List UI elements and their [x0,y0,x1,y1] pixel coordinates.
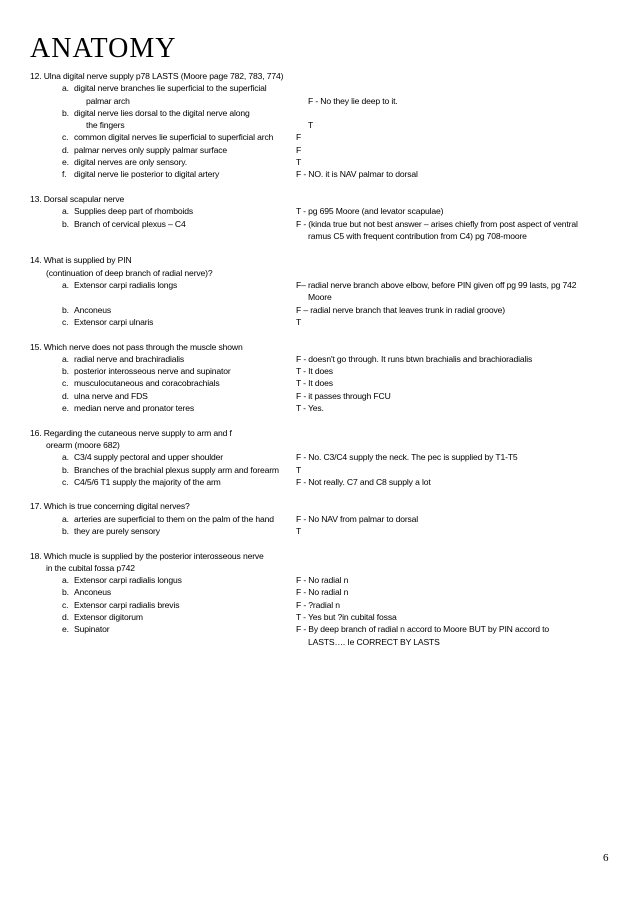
option-letter: a. [62,575,69,586]
option-row [30,525,615,537]
option-row [30,451,615,463]
option-row [30,144,615,156]
option-letter: a. [62,353,69,364]
option-text: digital nerve branches lie superficial to the superficial [74,83,267,94]
option-letter [62,291,74,303]
document-body [30,70,615,660]
option-row [30,279,615,291]
option-text: Branch of cervical plexus – C4 [74,218,186,229]
option-row [30,636,615,648]
option-answer: T - It does [296,366,333,377]
option-letter: b. [62,218,69,229]
option-answer: F - No NAV from palmar to dorsal [296,513,419,524]
question-stem: 14. What is supplied by PIN [30,255,132,266]
question-stem: 18. Which mucle is supplied by the posterior interosseous nerve [30,550,264,561]
option-letter: b. [62,525,69,536]
option-row [30,230,615,242]
option-text: arteries are superficial to them on the palm of the hand [74,513,274,524]
option-row [30,353,615,365]
option-answer: T [296,316,302,327]
option-text: digital nerve lies dorsal to the digital nerve along [74,107,250,118]
option-answer: Moore [308,292,332,303]
option-text: Supinator [74,624,110,635]
option-answer: T [296,464,302,475]
option-answer: F - By deep branch of radial n accord to Moore BUT by PIN accord to [296,624,549,635]
option-text: Extensor carpi radialis longs [74,280,178,291]
option-row [30,168,615,180]
option-text: ulna nerve and FDS [74,390,148,401]
option-answer: ramus C5 with frequent contribution from C4) pg 708-moore [308,230,527,241]
page-title: ANATOMY [30,33,177,64]
question-stem: 13. Dorsal scapular nerve [30,193,125,204]
option-letter: f. [62,169,67,180]
option-answer: F [296,132,302,143]
option-row [30,205,615,217]
option-row [30,365,615,377]
option-letter: c. [62,378,69,389]
question-block [30,193,615,242]
option-text: common digital nerves lie superficial to superficial arch [74,132,274,143]
option-letter [62,230,74,242]
option-row [30,82,615,94]
option-letter: a. [62,452,69,463]
option-answer: F– radial nerve branch above elbow, before PIN given off pg 99 lasts, pg 742 [296,280,577,291]
option-letter: d. [62,144,69,155]
option-row [30,377,615,389]
option-letter: a. [62,513,69,524]
option-letter: a. [62,83,69,94]
option-answer: F - it passes through FCU [296,390,391,401]
option-letter: c. [62,476,69,487]
option-answer: T [296,525,302,536]
option-text: Extensor digitorum [74,612,143,623]
option-row [30,107,615,119]
option-text: C4/5/6 T1 supply the majority of the arm [74,476,221,487]
option-answer: F - No they lie deep to it. [308,95,398,106]
option-row [30,156,615,168]
option-row [30,131,615,143]
option-answer: F - doesn't go through. It runs btwn brachialis and brachioradialis [296,353,533,364]
option-text: Extensor carpi ulnaris [74,316,154,327]
page-number: 6 [603,852,609,864]
option-answer: T - It does [296,378,333,389]
option-answer: F – radial nerve branch that leaves trunk in radial groove) [296,304,505,315]
option-answer: F - No radial n [296,575,349,586]
option-text [74,636,308,648]
option-text: posterior interosseous nerve and supinator [74,366,231,377]
option-letter: b. [62,464,69,475]
question-block [30,427,615,488]
question-block [30,70,615,181]
option-letter: c. [62,599,69,610]
option-letter: e. [62,403,69,414]
question-block [30,254,615,328]
question-stem: 17. Which is true concerning digital nerves? [30,501,190,512]
question-stem: orearm (moore 682) [46,439,120,450]
option-row [30,95,615,107]
option-text: Branches of the brachial plexus supply arm and forearm [74,464,279,475]
option-row [30,304,615,316]
option-answer: F - No. C3/C4 supply the neck. The pec is supplied by T1-T5 [296,452,518,463]
option-text: radial nerve and brachiradialis [74,353,184,364]
option-letter: c. [62,132,69,143]
option-answer: T - Yes but ?in cubital fossa [296,612,397,623]
option-row [30,586,615,598]
option-row [30,402,615,414]
option-answer: T [308,120,314,131]
option-letter [62,95,74,107]
option-answer [296,82,610,94]
option-answer: F - ?radial n [296,599,340,610]
option-text [74,291,308,303]
option-letter [62,119,74,131]
option-letter: b. [62,587,69,598]
option-text: Supplies deep part of rhomboids [74,206,194,217]
option-row [30,291,615,303]
option-text: Anconeus [74,587,112,598]
option-answer: F - NO. it is NAV palmar to dorsal [296,169,418,180]
option-row [30,390,615,402]
option-letter: e. [62,157,69,168]
option-text: palmar nerves only supply palmar surface [74,144,228,155]
question-stem: 16. Regarding the cutaneous nerve supply to arm and f [30,427,232,438]
option-text: median nerve and pronator teres [74,403,195,414]
option-letter: b. [62,304,69,315]
option-text: C3/4 supply pectoral and upper shoulder [74,452,223,463]
option-row [30,464,615,476]
option-row [30,119,615,131]
option-text: they are purely sensory [74,525,160,536]
option-text: palmar arch [86,95,130,106]
option-text [74,230,308,242]
option-letter: d. [62,390,69,401]
option-letter: a. [62,280,69,291]
option-letter: e. [62,624,69,635]
option-letter: a. [62,206,69,217]
option-answer: F - Not really. C7 and C8 supply a lot [296,476,431,487]
question-block [30,550,615,648]
option-answer: T [296,157,302,168]
option-answer: F [296,144,302,155]
option-answer: LASTS…. Ie CORRECT BY LASTS [308,636,440,647]
question-stem: (continuation of deep branch of radial nerve)? [46,267,213,278]
option-row [30,218,615,230]
question-stem: 12. Ulna digital nerve supply p78 LASTS (Moore page 782, 783, 774) [30,71,284,81]
option-row [30,623,615,635]
option-row [30,476,615,488]
option-row [30,599,615,611]
option-letter: b. [62,366,69,377]
option-letter: c. [62,316,69,327]
option-text: Anconeus [74,304,112,315]
option-answer: F - No radial n [296,587,349,598]
option-answer: F - (kinda true but not best answer – arises chiefly from post aspect of ventral [296,218,578,229]
option-letter: d. [62,612,69,623]
option-text: digital nerves are only sensory. [74,157,188,168]
option-row [30,611,615,623]
option-letter: b. [62,107,69,118]
option-text: the fingers [86,120,125,131]
option-row [30,513,615,525]
question-stem: 15. Which nerve does not pass through the muscle shown [30,341,243,352]
option-text: Extensor carpi radialis brevis [74,599,180,610]
option-answer [296,107,610,119]
option-answer: T - Yes. [296,403,324,414]
option-row [30,574,615,586]
option-row [30,316,615,328]
question-block [30,341,615,415]
option-answer: T - pg 695 Moore (and levator scapulae) [296,206,444,217]
option-text: digital nerve lie posterior to digital artery [74,169,220,180]
option-text: Extensor carpi radialis longus [74,575,182,586]
option-letter [62,636,74,648]
option-text: musculocutaneous and coracobrachials [74,378,220,389]
question-block [30,500,615,537]
question-stem: in the cubital fossa p742 [46,562,135,573]
